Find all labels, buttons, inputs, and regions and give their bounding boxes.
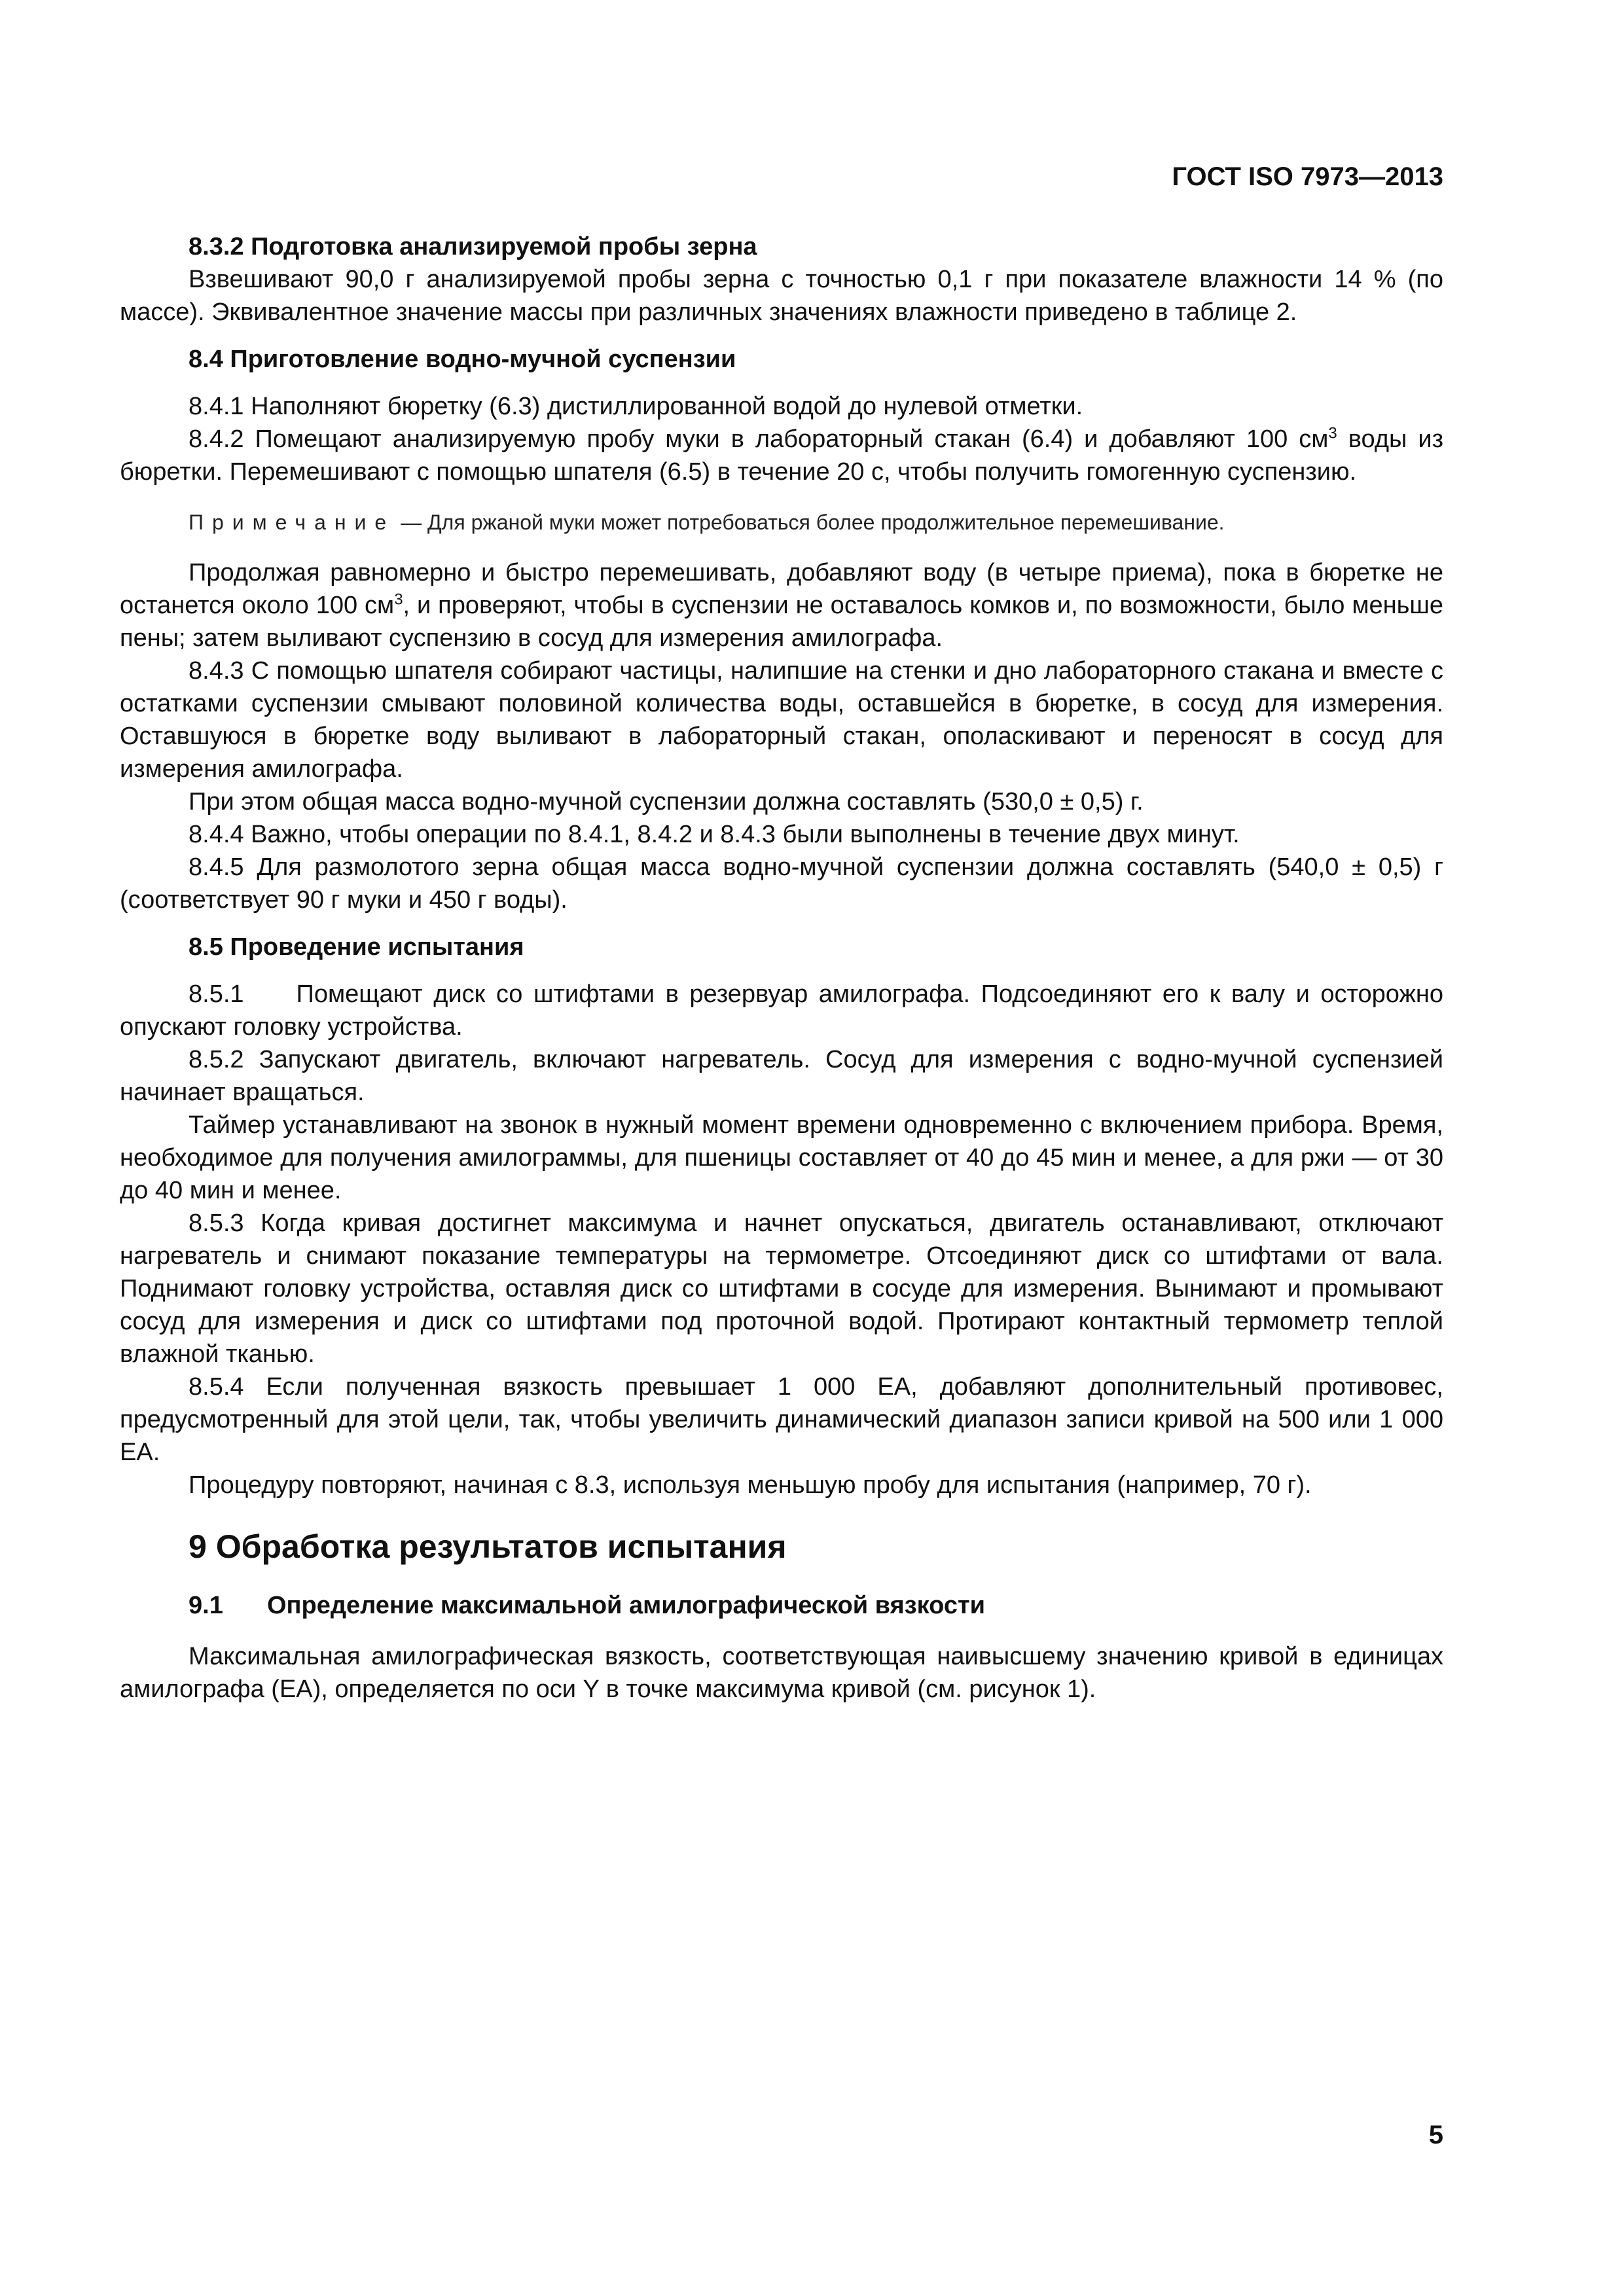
paragraph: 8.5.3 Когда кривая достигнет максимума и начнет опускаться, двигатель останавливают, отключают нагреватель и снимают показание температуры на термометре. Отсоединяют диск со штифтами от вала. Поднимают головку устройства, оставляя диск со штифтами в сосуде для измерения. Вынимают и промывают сосуд для измерения и диск со штифтами под проточной водой. Протирают контактный термометр теплой влажной тканью. <box>120 1210 1443 1368</box>
paragraph: При этом общая масса водно-мучной суспензии должна составлять (530,0 ± 0,5) г. <box>189 788 1144 816</box>
paragraph: Таймер устанавливают на звонок в нужный момент времени одновременно с включением прибора. Время, необходимое для получения амилограммы, для пшеницы составляет от 40 до 45 мин и менее, а для ржи — от 30 до 40 мин и менее. <box>120 1111 1443 1204</box>
section-heading-9: 9 Обработка результатов испытания <box>189 1528 787 1565</box>
paragraph: 8.4.1 Наполняют бюретку (6.3) дистиллированной водой до нулевой отметки. <box>189 393 1083 420</box>
paragraph: 8.4.3 С помощью шпателя собирают частицы, налипшие на стенки и дно лабораторного стакана и вместе с остатками суспензии смывают половиной количества воды, оставшейся в бюретке, в сосуд для измерения. Оставшуюся в бюретке воду выливают в лабораторный стакан, ополаскивают и переносят в сосуд для измерения амилографа. <box>120 657 1443 783</box>
paragraph: 8.5.1 Помещают диск со штифтами в резервуар амилографа. Подсоединяют его к валу и осторожно опускают головку устройства. <box>120 980 1443 1041</box>
note-text: — Для ржаной муки может потребоваться более продолжительное перемешивание. <box>395 511 1225 534</box>
paragraph: Максимальная амилографическая вязкость, соответствующая наивысшему значению кривой в единицах амилографа (ЕА), определяется по оси Y в точке максимума кривой (см. рисунок 1). <box>120 1643 1443 1703</box>
paragraph: 8.4.5 Для размолотого зерна общая масса водно-мучной суспензии должна составлять (540,0 ± 0,5) г (соответствует 90 г муки и 450 г воды). <box>120 853 1443 914</box>
section-heading-8-5: 8.5 Проведение испытания <box>189 933 524 961</box>
page-number: 5 <box>1428 2121 1443 2149</box>
section-heading-8-3-2: 8.3.2 Подготовка анализируемой пробы зерна <box>189 233 757 260</box>
paragraph: Взвешивают 90,0 г анализируемой пробы зерна с точностью 0,1 г при показателе влажности 14 % (по массе). Эквивалентное значение массы при различных значениях влажности приведено в таблице 2. <box>120 266 1443 326</box>
paragraph: Продолжая равномерно и быстро перемешивать, добавляют воду (в четыре приема), пока в бюретке не останется около 100 $см^3$, и проверяют, чтобы в суспензии не оставалось комков и, по возможности, было меньше пены; затем выливают суспензию в сосуд для измерения амилографа. <box>120 559 1444 652</box>
note-label: Примечание <box>189 511 395 534</box>
document-body <box>120 230 1443 1706</box>
paragraph: 8.5.2 Запускают двигатель, включают нагреватель. Сосуд для измерения с водно-мучной суспензией начинает вращаться. <box>120 1046 1443 1106</box>
section-heading-9-1: 9.1 Определение максимальной амилографической вязкости <box>189 1592 985 1619</box>
paragraph: Процедуру повторяют, начиная с 8.3, используя меньшую пробу для испытания (например, 70 г). <box>189 1471 1312 1499</box>
paragraph: 8.4.4 Важно, чтобы операции по 8.4.1, 8.4.2 и 8.4.3 были выполнены в течение двух минут. <box>189 821 1240 848</box>
note <box>120 508 1443 537</box>
section-heading-8-4: 8.4 Приготовление водно-мучной суспензии <box>189 346 736 373</box>
paragraph: 8.4.2 Помещают анализируемую пробу муки в лабораторный стакан (6.4) и добавляют 100 $см^3$ воды из бюретки. Перемешивают с помощью шпателя (6.5) в течение 20 с, чтобы получить гомогенную суспензию. <box>120 424 1443 486</box>
document-header: ГОСТ ISO 7973—2013 <box>1172 162 1443 191</box>
paragraph: 8.5.4 Если полученная вязкость превышает 1 000 ЕА, добавляют дополнительный противовес, предусмотренный для этой цели, так, чтобы увеличить динамический диапазон записи кривой на 500 или 1 000 ЕА. <box>120 1373 1443 1466</box>
